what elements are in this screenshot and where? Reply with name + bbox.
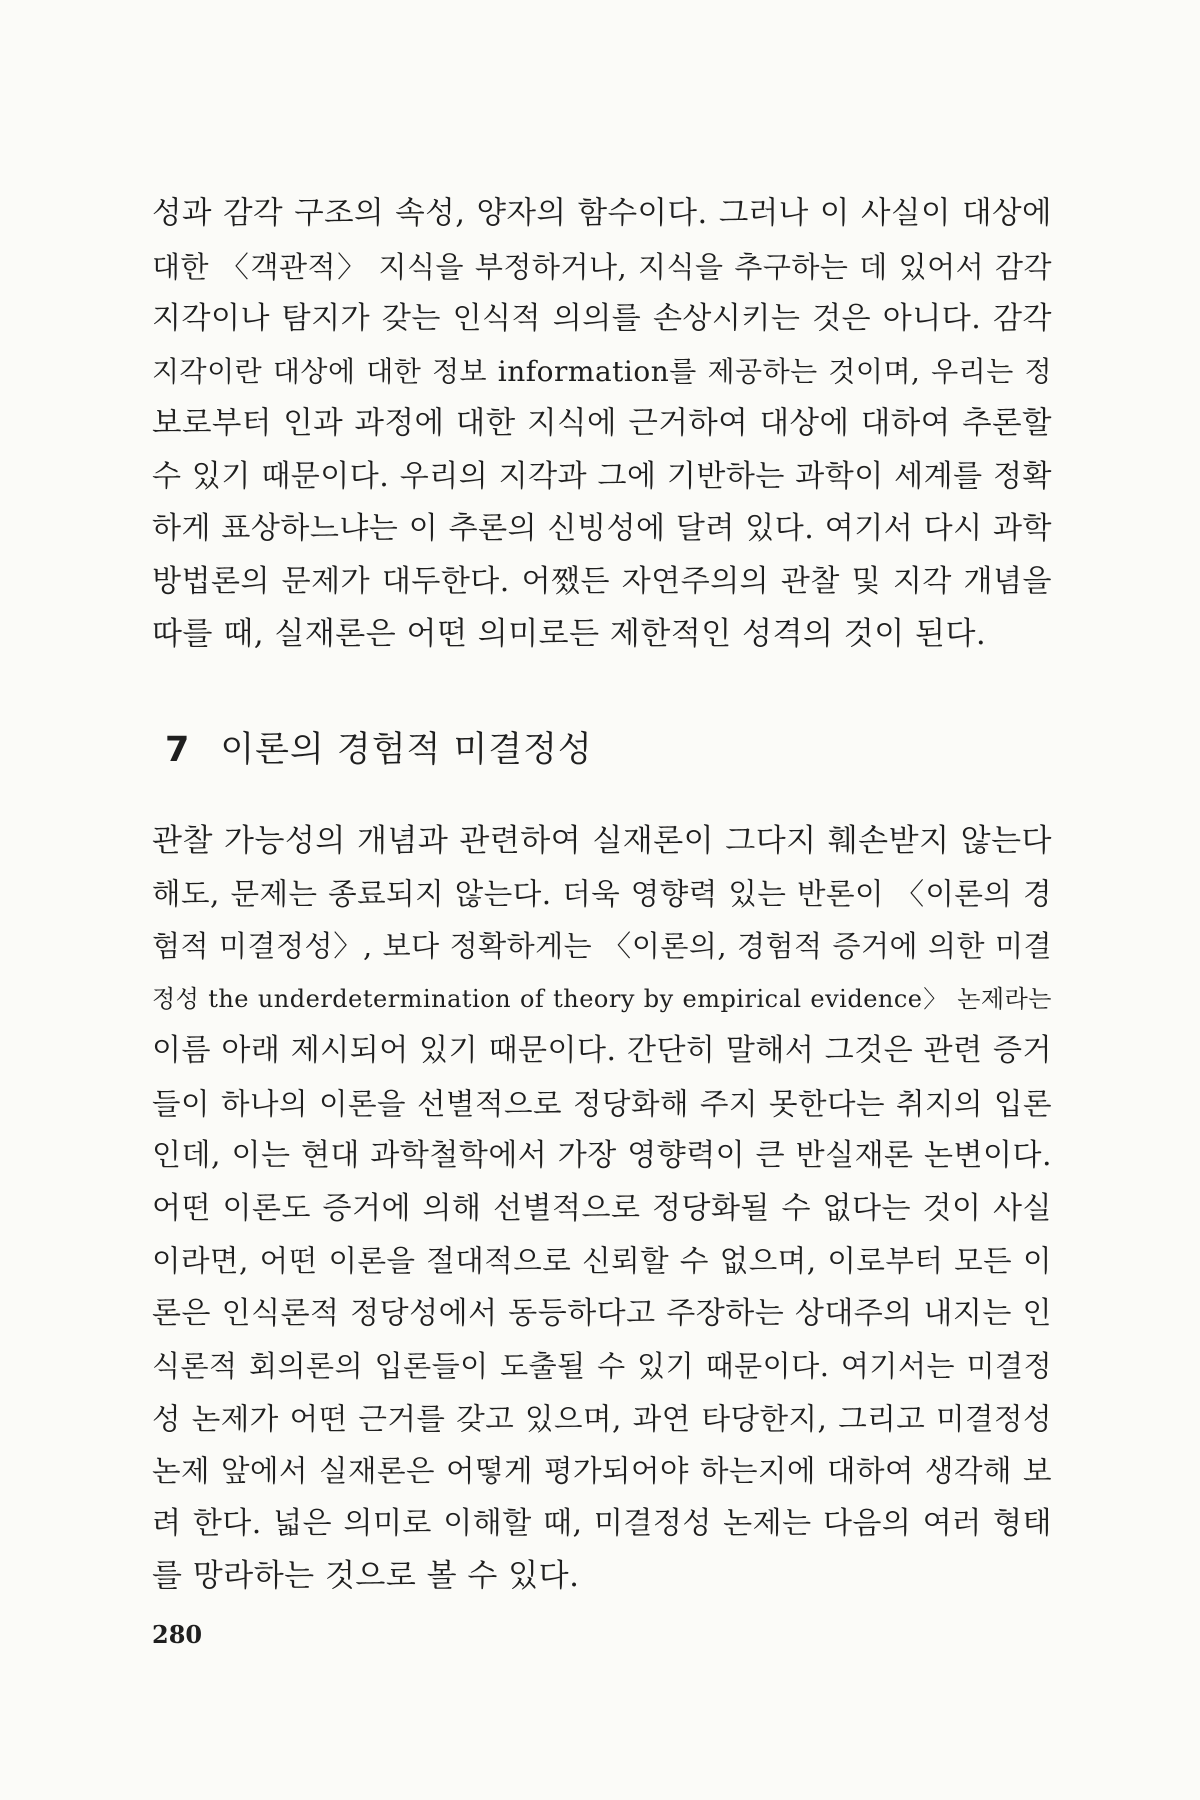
text-line: 론은 인식론적 정당성에서 동등하다고 주장하는 상대주의 내지는 인: [152, 1295, 1052, 1331]
section-title: 이론의 경험적 미결정성: [220, 730, 593, 770]
page-number: 280: [152, 1620, 203, 1649]
text-line: 이라면, 어떤 이론을 절대적으로 신뢰할 수 없으며, 이로부터 모든 이: [152, 1244, 1052, 1278]
text-line: 방법론의 문제가 대두한다. 어쨌든 자연주의의 관찰 및 지각 개념을: [152, 563, 1052, 599]
text-line: 어떤 이론도 증거에 의해 선별적으로 정당화될 수 없다는 것이 사실: [152, 1190, 1052, 1226]
text-line: 지각이나 탐지가 갖는 인식적 의의를 손상시키는 것은 아니다. 감각: [152, 301, 1052, 336]
paragraph-2: [152, 815, 1052, 1603]
text-line: 성과 감각 구조의 속성, 양자의 함수이다. 그러나 이 사실이 대상에: [152, 196, 1052, 231]
text-line: 해도, 문제는 종료되지 않는다. 더욱 영향력 있는 반론이 〈이론의 경: [152, 876, 1052, 911]
text-line: 를 망라하는 것으로 볼 수 있다.: [152, 1558, 580, 1594]
text-line: 려 한다. 넓은 의미로 이해할 때, 미결정성 논제는 다음의 여러 형태: [152, 1505, 1052, 1541]
text-line: 논제 앞에서 실재론은 어떻게 평가되어야 하는지에 대하여 생각해 보: [152, 1454, 1052, 1488]
text-line: 수 있기 때문이다. 우리의 지각과 그에 기반하는 과학이 세계를 정확: [152, 458, 1052, 494]
text-line: 험적 미결정성〉, 보다 정확하게는 〈이론의, 경험적 증거에 의한 미결: [152, 929, 1052, 963]
text-line: 이름 아래 제시되어 있기 때문이다. 간단히 말해서 그것은 관련 증거: [152, 1033, 1052, 1068]
text-line: 보로부터 인과 과정에 대한 지식에 근거하여 대상에 대하여 추론할: [152, 406, 1052, 441]
section-number: 7: [165, 730, 191, 770]
text-line: 인데, 이는 현대 과학철학에서 가장 영향력이 큰 반실재론 논변이다.: [152, 1138, 1052, 1173]
text-line: 하게 표상하느냐는 이 추론의 신빙성에 달려 있다. 여기서 다시 과학: [152, 511, 1052, 546]
text-line: 지각이란 대상에 대한 정보 information를 제공하는 것이며, 우리는 정: [152, 354, 1052, 388]
text-line: 정성 the underdetermination of theory by empirical evidence〉 논제라는: [152, 984, 1052, 1013]
text-line: 대한 〈객관적〉 지식을 부정하거나, 지식을 추구하는 데 있어서 감각: [152, 249, 1052, 284]
text-line: 성 논제가 어떤 근거를 갖고 있으며, 과연 타당한지, 그리고 미결정성: [152, 1401, 1052, 1436]
paragraph-1: [152, 188, 1052, 661]
text-line: 관찰 가능성의 개념과 관련하여 실재론이 그다지 훼손받지 않는다: [152, 823, 1052, 859]
section-heading: [165, 722, 593, 778]
text-line: 식론적 회의론의 입론들이 도출될 수 있기 때문이다. 여기서는 미결정: [152, 1349, 1052, 1383]
text-line: 따를 때, 실재론은 어떤 의미로든 제한적인 성격의 것이 된다.: [152, 616, 987, 652]
text-line: 들이 하나의 이론을 선별적으로 정당화해 주지 못한다는 취지의 입론: [152, 1086, 1052, 1121]
